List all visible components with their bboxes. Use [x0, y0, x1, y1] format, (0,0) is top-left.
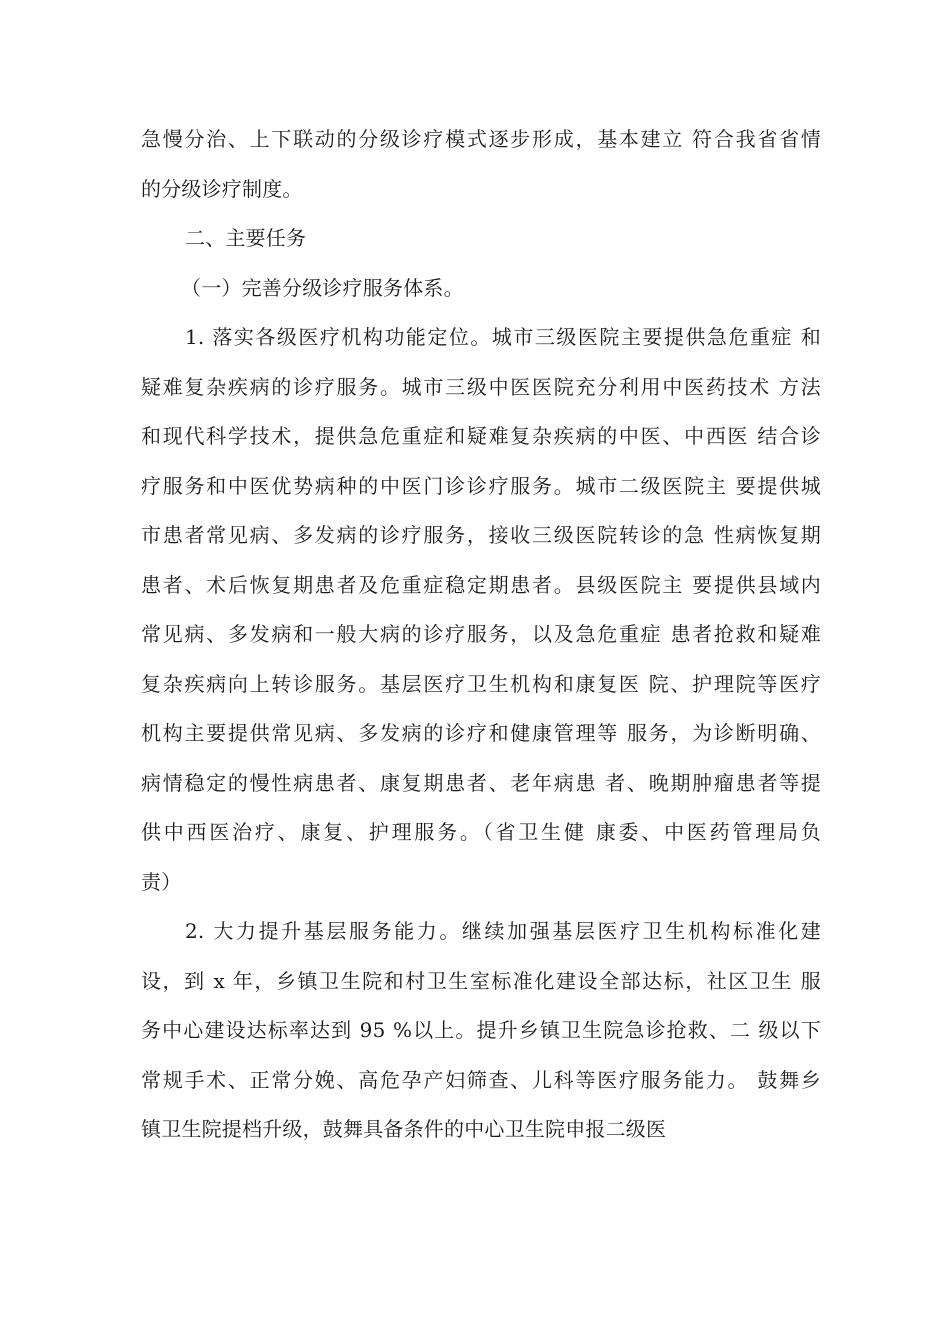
text-line: 市患者常见病、多发病的诊疗服务，接收三级医院转诊的急 性病恢复期 — [141, 523, 821, 547]
text-line: 的分级诊疗制度。 — [141, 176, 303, 201]
text-line: 责） — [141, 869, 182, 894]
document-body — [141, 115, 821, 1155]
text-line: 机构主要提供常见病、多发病的诊疗和健康管理等 服务，为诊断明确、 — [141, 721, 821, 745]
text-line: 和现代科学技术，提供急危重症和疑难复杂疾病的中医、中西医 结合诊 — [141, 424, 821, 448]
subsection-heading: （一）完善分级诊疗服务体系。 — [181, 275, 464, 300]
text-line: 常规手术、正常分娩、高危孕产妇筛查、儿科等医疗服务能力。 鼓舞乡 — [141, 1067, 821, 1092]
text-line: 供中西医治疗、康复、护理服务。（省卫生健 康委、中医药管理局负 — [141, 820, 821, 844]
text-line: 镇卫生院提档升级，鼓舞具备条件的中心卫生院申报二级医 — [141, 1117, 667, 1141]
text-line: 复杂疾病向上转诊服务。基层医疗卫生机构和康复医 院、护理院等医疗 — [141, 671, 821, 696]
text-line: 2. 大力提升基层服务能力。继续加强基层医疗卫生机构标准化建 — [185, 919, 821, 943]
text-line: 急慢分治、上下联动的分级诊疗模式逐步形成，基本建立 符合我省省情 — [141, 127, 821, 151]
text-line: 1. 落实各级医疗机构功能定位。城市三级医院主要提供急危重症 和 — [185, 325, 821, 349]
text-line: 疗服务和中医优势病种的中医门诊诊疗服务。城市二级医院主 要提供城 — [141, 473, 821, 498]
text-line: 疑难复杂疾病的诊疗服务。城市三级中医医院充分利用中医药技术 方法 — [141, 374, 821, 399]
text-line: 病情稳定的慢性病患者、康复期患者、老年病患 者、晚期肿瘤患者等提 — [141, 770, 821, 795]
text-line: 设，到 x 年，乡镇卫生院和村卫生室标准化建设全部达标，社区卫生 服 — [141, 968, 821, 993]
text-line: 患者、术后恢复期患者及危重症稳定期患者。县级医院主 要提供县域内 — [141, 572, 821, 597]
section-heading: 二、主要任务 — [185, 226, 307, 250]
text-line: 常见病、多发病和一般大病的诊疗服务，以及急危重症 患者抢救和疑难 — [141, 622, 821, 646]
text-line: 务中心建设达标率达到 95 %以上。提升乡镇卫生院急诊抢救、二 级以下 — [141, 1018, 821, 1042]
